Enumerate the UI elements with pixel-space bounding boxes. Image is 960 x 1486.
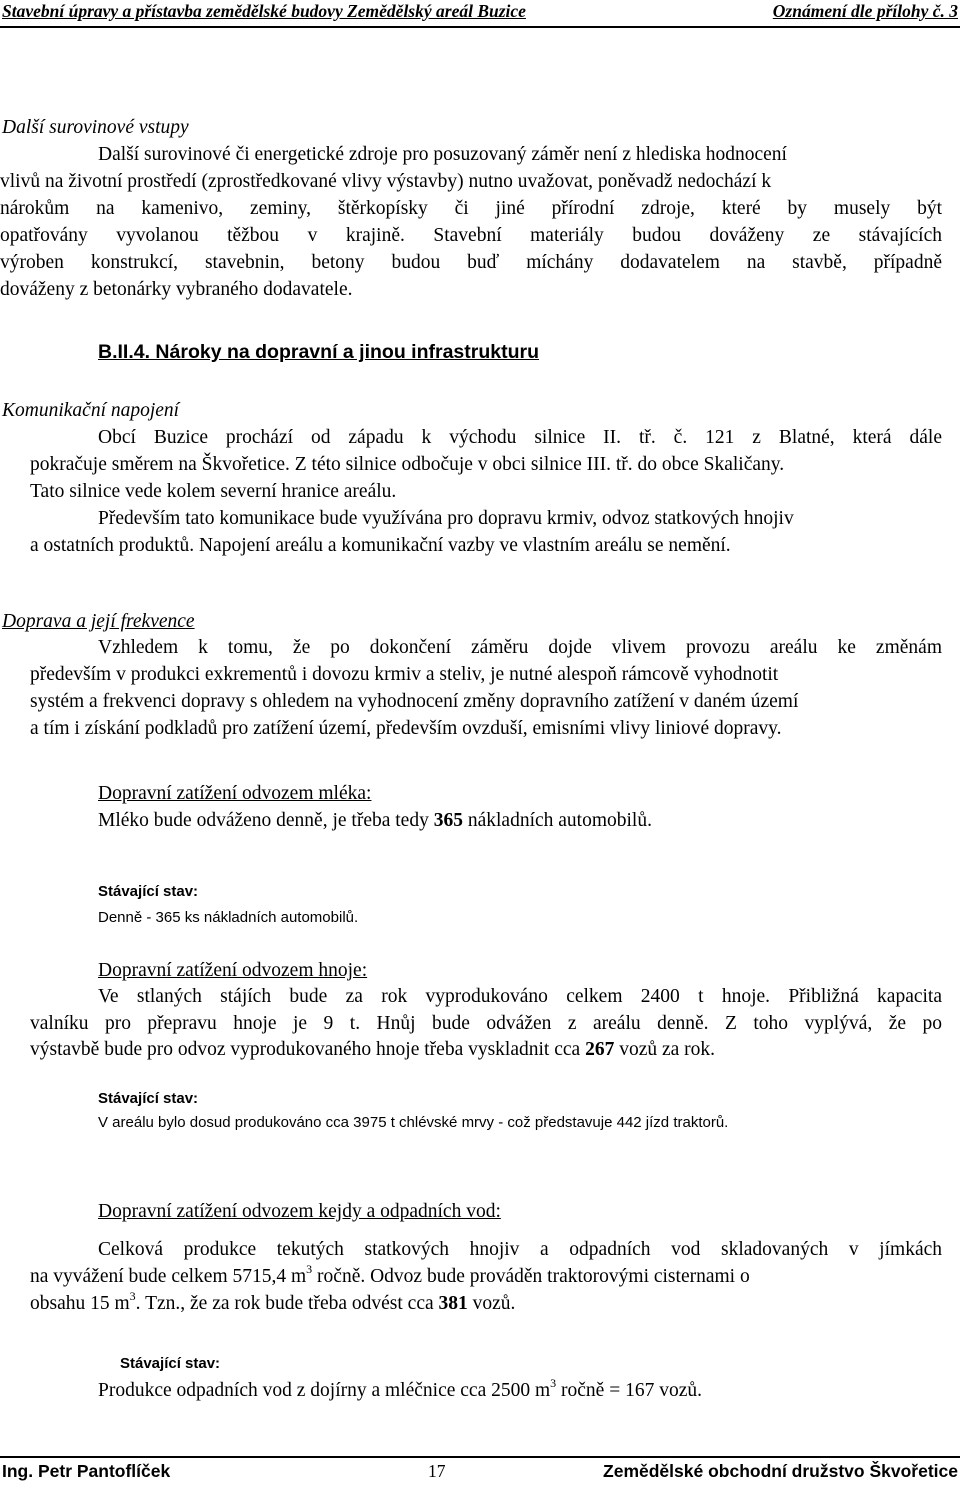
slurry-line-3: [30, 1290, 515, 1317]
manure-line-3-before: výstavbě bude pro odvoz vyprodukovaného hnoje třeba vyskladnit cca: [30, 1039, 586, 1060]
footer-page-number: 17: [428, 1461, 446, 1481]
raw-line-5: výroben konstrukcí, stavebnin, betony budou buď míchány dodavatelem na stavbě, případně: [0, 252, 942, 273]
slurry-state-text: [98, 1377, 702, 1404]
manure-title: Dopravní zatížení odvozem hnoje:: [98, 960, 368, 981]
milk-text: [98, 807, 652, 834]
communication-line-3: Tato silnice vede kolem severní hranice areálu.: [30, 481, 397, 502]
raw-line-6: dováženy z betonárky vybraného dodavatele.: [0, 279, 353, 300]
manure-line-3-after: vozů za rok.: [614, 1039, 716, 1060]
manure-number: 267: [585, 1039, 615, 1060]
slurry-line-1: Celková produkce tekutých statkových hnojiv a odpadních vod skladovaných v jímkách: [98, 1239, 942, 1260]
page-header: [0, 0, 960, 28]
milk-number: 365: [433, 810, 463, 831]
section-heading: B.II.4. Nároky na dopravní a jinou infrastrukturu: [98, 341, 539, 363]
communication-line-2: pokračuje směrem na Škvořetice. Z této silnice odbočuje v obci silnice III. tř. do obce Skaličany.: [30, 454, 785, 475]
slurry-state-sup: 3: [550, 1376, 557, 1390]
slurry-line-3-mid: . Tzn., že za rok bude třeba odvést cca: [135, 1293, 439, 1314]
communication-title: Komunikační napojení: [2, 400, 180, 421]
slurry-line-3-before: obsahu 15 m: [30, 1293, 130, 1314]
raw-line-3: nárokům na kamenivo, zeminy, štěrkopísky či jiné přírodní zdroje, které by musely být: [0, 198, 942, 219]
slurry-line-2: [30, 1263, 750, 1290]
slurry-line-3-after: vozů.: [467, 1293, 516, 1314]
slurry-title: Dopravní zatížení odvozem kejdy a odpadních vod:: [98, 1201, 501, 1222]
slurry-line-2-before: na vyvážení bude celkem 5715,4 m: [30, 1266, 307, 1287]
raw-line-1: Další surovinové či energetické zdroje pro posuzovaný záměr není z hlediska hodnocení: [98, 144, 787, 165]
slurry-state-label: Stávající stav:: [120, 1355, 221, 1372]
traffic-line-4: a tím i získání podkladů pro zatížení území, především ovzduší, emisními vlivy liniové dopravy.: [30, 718, 782, 739]
header-left-title: Stavební úpravy a přístavba zemědělské budovy Zemědělský areál Buzice: [2, 1, 526, 21]
slurry-state-before: Produkce odpadních vod z dojírny a mléčnice cca 2500 m: [98, 1380, 551, 1401]
raw-line-4: opatřovány vyvolanou těžbou v krajině. Stavební materiály budou dováženy ze stávajících: [0, 225, 942, 246]
manure-line-1: Ve stlaných stájích bude za rok vyprodukováno celkem 2400 t hnoje. Přibližná kapacita: [98, 986, 942, 1007]
communication-line-4: Především tato komunikace bude využívána pro dopravu krmiv, odvoz statkových hnojiv: [98, 508, 794, 529]
slurry-line-3-sup: 3: [129, 1289, 136, 1303]
milk-state-label: Stávající stav:: [98, 883, 199, 900]
milk-text-before: Mléko bude odváženo denně, je třeba tedy: [98, 810, 434, 831]
footer-author: Ing. Petr Pantoflíček: [2, 1461, 171, 1481]
manure-state-text: V areálu bylo dosud produkováno cca 3975 t chlévské mrvy - což představuje 442 jízd traktorů.: [98, 1114, 729, 1131]
traffic-line-1: Vzhledem k tomu, že po dokončení záměru dojde vlivem provozu areálu ke změnám: [98, 637, 942, 658]
traffic-title: Doprava a její frekvence: [2, 611, 195, 632]
slurry-line-2-sup: 3: [306, 1262, 313, 1276]
milk-title: Dopravní zatížení odvozem mléka:: [98, 783, 372, 804]
milk-state-text: Denně - 365 ks nákladních automobilů.: [98, 909, 359, 926]
slurry-number: 381: [438, 1293, 468, 1314]
communication-line-1: Obcí Buzice prochází od západu k východu silnice II. tř. č. 121 z Blatné, která dále: [98, 427, 942, 448]
header-right-title: Oznámení dle přílohy č. 3: [772, 1, 958, 21]
slurry-state-after: ročně = 167 vozů.: [556, 1380, 702, 1401]
raw-materials-title: Další surovinové vstupy: [2, 117, 189, 138]
manure-state-label: Stávající stav:: [98, 1090, 199, 1107]
traffic-line-2: především v produkci exkrementů i dovozu krmiv a steliv, je nutné alespoň rámcově vyhodnotit: [30, 664, 779, 685]
footer-organization: Zemědělské obchodní družstvo Škvořetice: [603, 1461, 958, 1481]
milk-text-after: nákladních automobilů.: [462, 810, 652, 831]
manure-line-3: [30, 1036, 715, 1063]
raw-line-2: vlivů na životní prostředí (zprostředkované vlivy výstavby) nutno uvažovat, poněvadž nedochází k: [0, 171, 772, 192]
page-footer: [0, 1456, 960, 1486]
slurry-line-2-after: ročně. Odvoz bude prováděn traktorovými cisternami o: [312, 1266, 750, 1287]
traffic-line-3: systém a frekvenci dopravy s ohledem na vyhodnocení změny dopravního zatížení v daném území: [30, 691, 799, 712]
communication-line-5: a ostatních produktů. Napojení areálu a komunikační vazby ve vlastním areálu se nemění.: [30, 535, 731, 556]
manure-line-2: valníku pro přepravu hnoje je 9 t. Hnůj bude odvážen z areálu denně. Z toho vyplývá, že po: [30, 1013, 942, 1034]
